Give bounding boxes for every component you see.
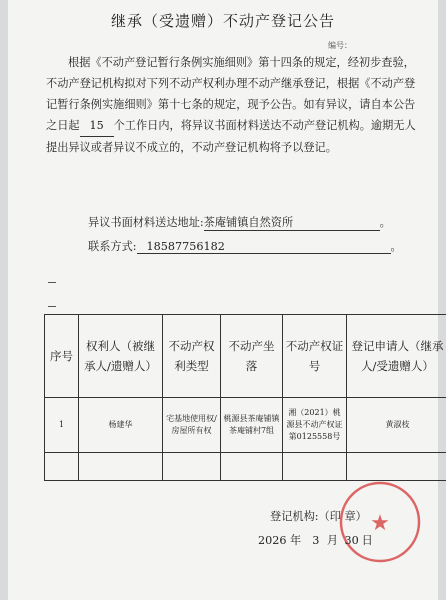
- contact-line: [88, 238, 402, 254]
- divider-mark: [48, 306, 56, 307]
- divider-mark: [48, 282, 56, 283]
- cell-right-type: 宅基地使用权/房屋所有权: [163, 398, 221, 453]
- cell-right-holder: 杨建华: [79, 398, 163, 453]
- notice-body: [46, 52, 421, 158]
- registration-authority: [270, 508, 367, 524]
- header-applicant: 登记申请人（继承人/受遗赠人）: [347, 315, 446, 398]
- contact-label: 联系方式:: [88, 240, 137, 253]
- body-text-1: 根据《不动产登记暂行条例实施细则》第十四条的规定，经初步查验，不动产登记机构拟对下列不动产权利办理不动产继承登记，根据《不动产登记暂行条例实施细则》第十七条的规定，现予公告。如有异议，请自本公告之日起: [46, 56, 416, 132]
- address-end: 。: [379, 216, 391, 229]
- header-right-holder: 权利人（被继承人/遗赠人）: [79, 315, 163, 398]
- authority-label: 登记机构:: [270, 510, 319, 523]
- date-month: 3: [312, 534, 320, 547]
- property-table: [44, 314, 446, 481]
- header-certificate-no: 不动产权证号: [283, 315, 347, 398]
- seal-placeholder: （印 章）: [318, 510, 367, 523]
- date-year: 2026: [258, 534, 287, 547]
- table-header-row: [45, 315, 446, 398]
- cell-certificate-no: 湘（2021）桃源县不动产权证第0125558号: [283, 398, 347, 453]
- date-day: 30: [344, 534, 359, 547]
- contact-value: 18587756182: [137, 240, 391, 254]
- header-index: 序号: [45, 315, 79, 398]
- seal-star: ★: [370, 511, 390, 536]
- address-label: 异议书面材料送达地址:: [88, 216, 204, 229]
- address-value: 茶庵铺镇自然资所: [204, 214, 380, 231]
- cell-applicant: 黄淑枝: [347, 398, 446, 453]
- objection-days: 15: [80, 115, 114, 137]
- table-row: [45, 398, 446, 453]
- notice-page: [8, 0, 444, 600]
- notice-date: 2026 年 3 月 30 日: [258, 534, 373, 547]
- body-text-2: 个工作日内，将异议书面材料送达不动产登记机构。逾期无人提出异议或者异议不成立的，不动产登记机构将予以登记。: [46, 119, 416, 154]
- contact-end: 。: [390, 240, 402, 253]
- header-location: 不动产坐落: [221, 315, 283, 398]
- cell-index: 1: [45, 398, 79, 453]
- table-row-empty: [45, 453, 446, 481]
- objection-address-line: [88, 214, 391, 231]
- cell-location: 桃源县茶庵铺镇茶庵铺村7组: [221, 398, 283, 453]
- notice-title: 继承（受遗赠）不动产登记公告: [110, 12, 335, 30]
- header-right-type: 不动产权利类型: [163, 315, 221, 398]
- document-number-label: 编号：: [328, 41, 352, 50]
